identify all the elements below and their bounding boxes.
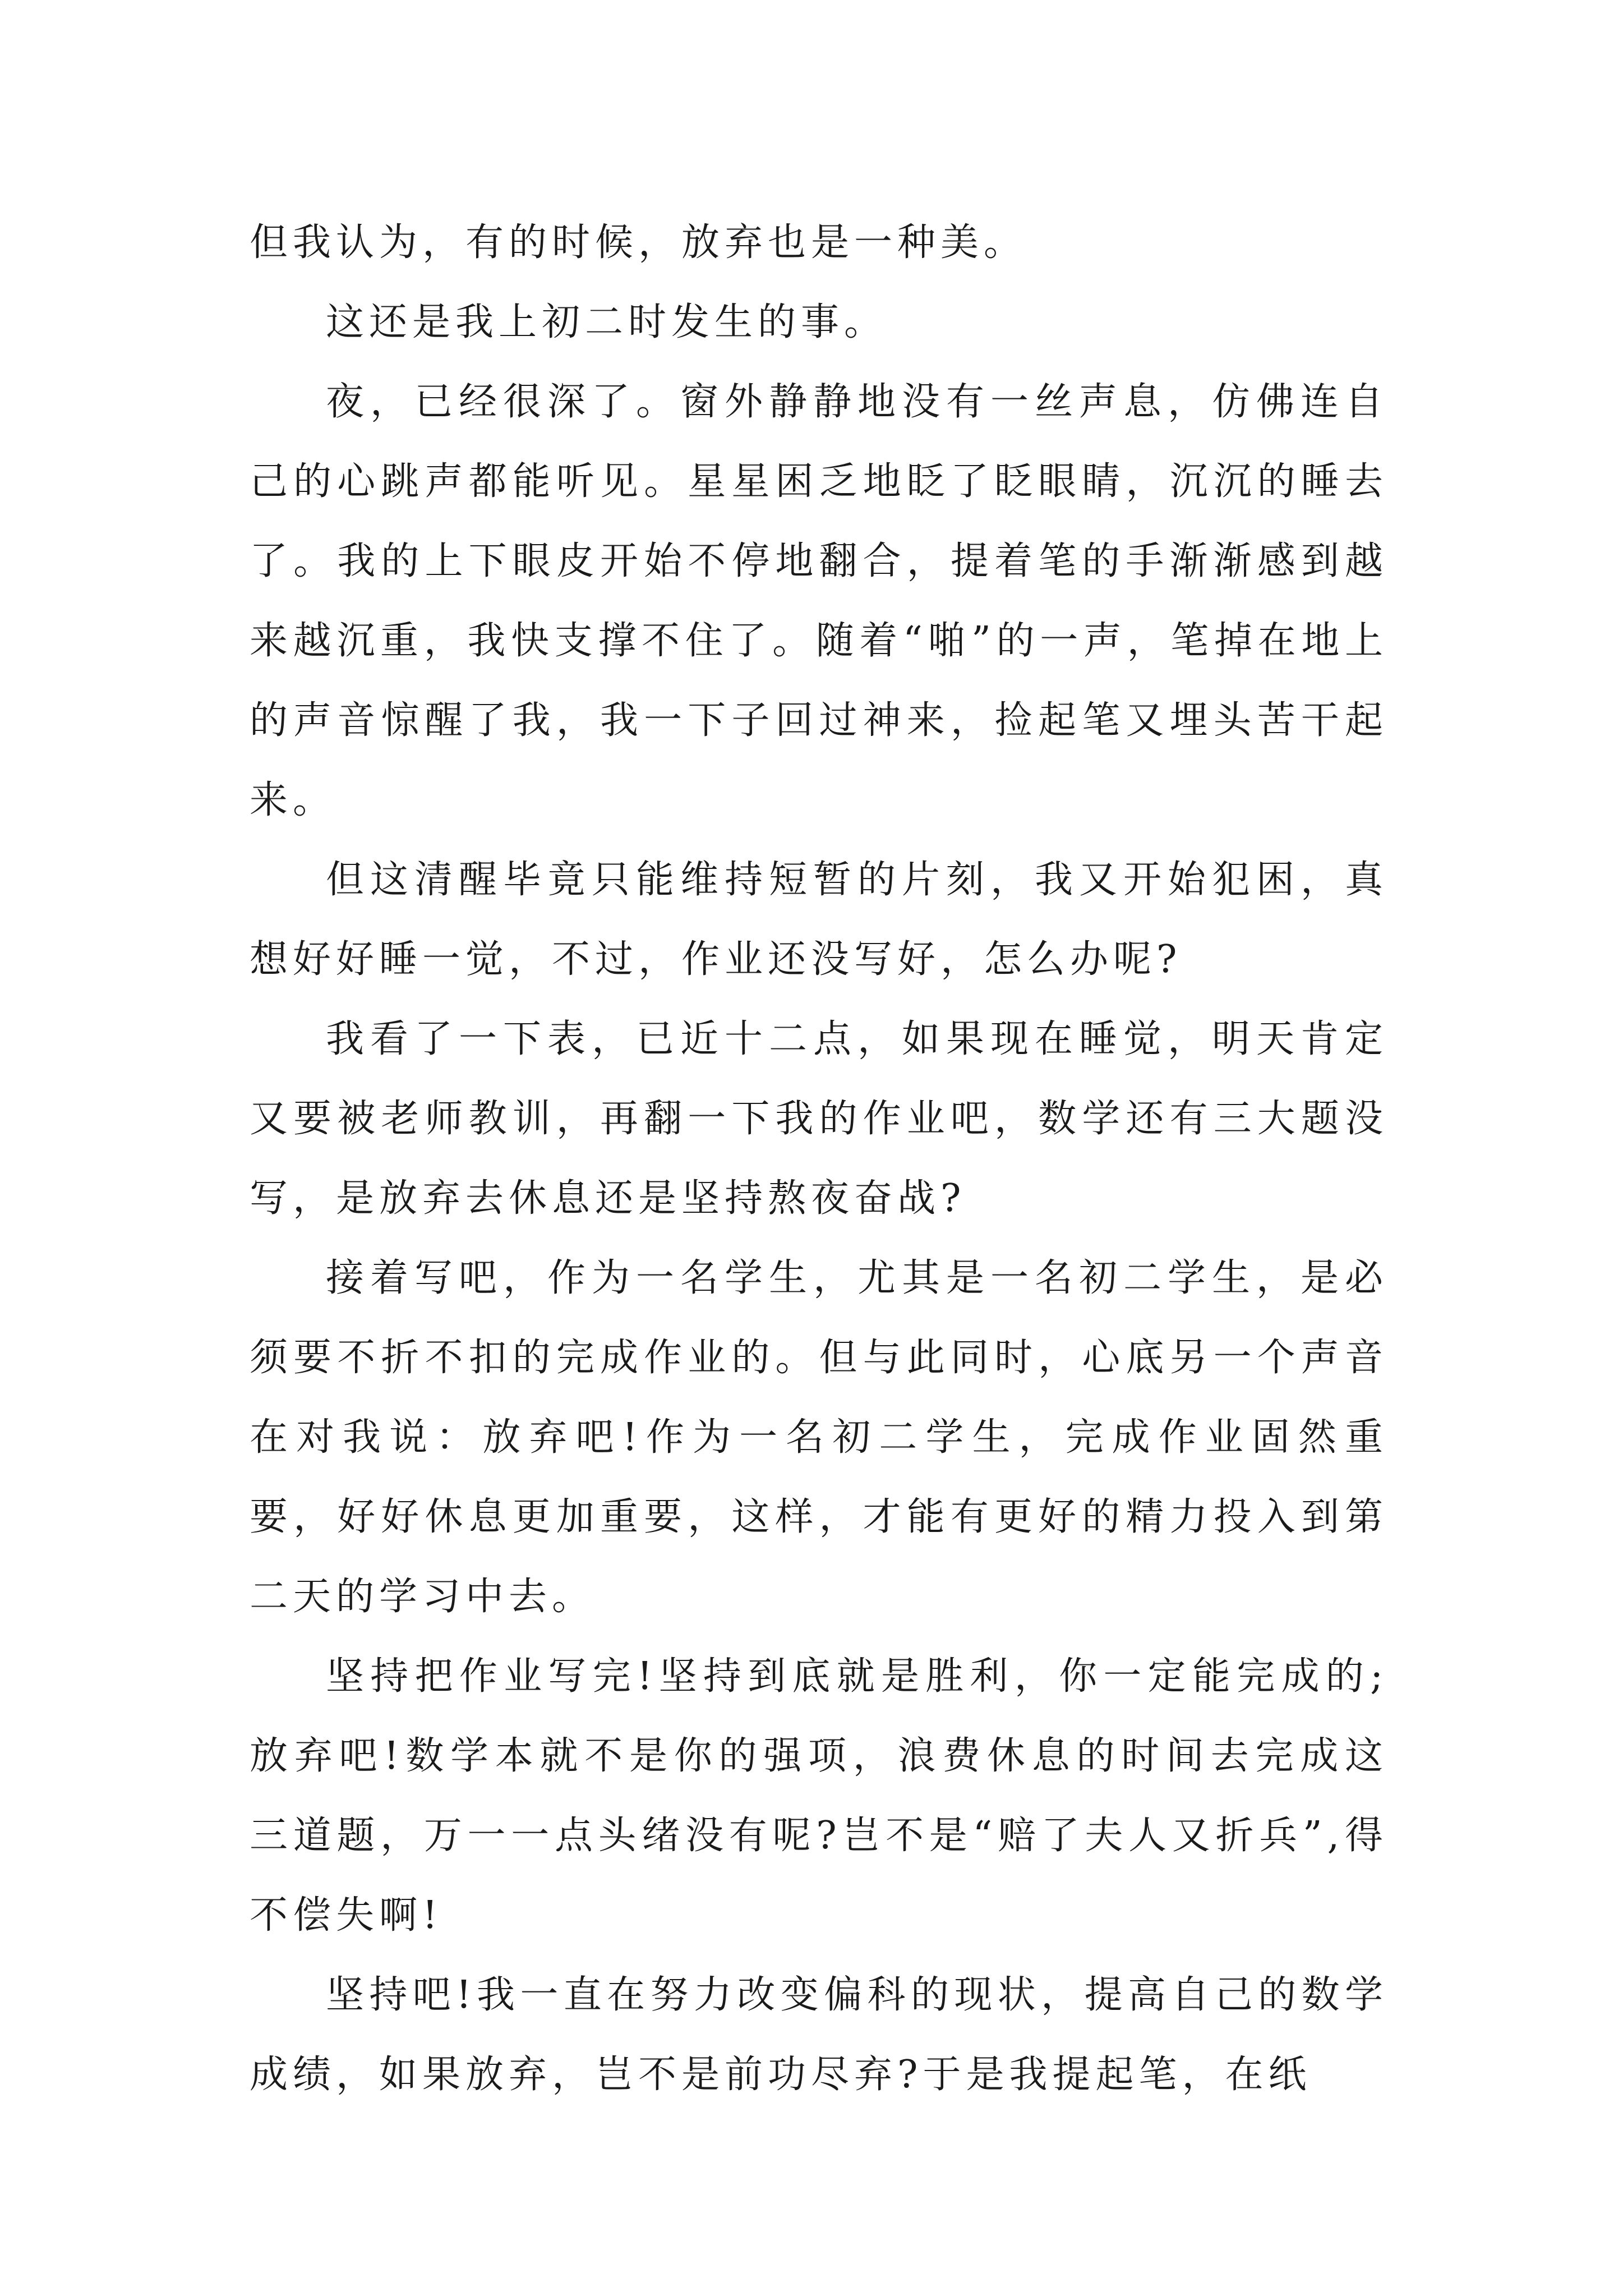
paragraph-3: 夜，已经很深了。窗外静静地没有一丝声息，仿佛连自己的心跳声都能听见。星星困乏地眨了眨眼睛，沉沉的睡去了。我的上下眼皮开始不停地翻合，提着笔的手渐渐感到越来越沉重，我快支撑不住了。随着“啪”的一声，笔掉在地上的声音惊醒了我，我一下子回过神来，捡起笔又埋头苦干起来。 (250, 380, 1388, 822)
paragraph-4: 但这清醒毕竟只能维持短暂的片刻，我又开始犯困，真想好好睡一觉，不过，作业还没写好，怎么办呢? (250, 858, 1388, 982)
paragraph-5: 我看了一下表，已近十二点，如果现在睡觉，明天肯定又要被老师教训，再翻一下我的作业吧，数学还有三大题没写，是放弃去休息还是坚持熬夜奋战? (250, 1017, 1388, 1221)
paragraph-1: 但我认为，有的时候，放弃也是一种美。 (250, 220, 1027, 265)
paragraph-8: 坚持吧!我一直在努力改变偏科的现状，提高自己的数学成绩，如果放弃，岂不是前功尽弃?于是我提起笔，在纸 (250, 1973, 1388, 2097)
paragraph-6: 接着写吧，作为一名学生，尤其是一名初二学生，是必须要不折不扣的完成作业的。但与此同时，心底另一个声音在对我说：放弃吧!作为一名初二学生，完成作业固然重要，好好休息更加重要，这样，才能有更好的精力投入到第二天的学习中去。 (250, 1256, 1388, 1619)
paragraph-2: 这还是我上初二时发生的事。 (326, 300, 888, 344)
essay-text (250, 203, 1388, 2115)
paragraph-7: 坚持把作业写完!坚持到底就是胜利，你一定能完成的;放弃吧!数学本就不是你的强项，浪费休息的时间去完成这三道题，万一一点头绪没有呢?岂不是“赔了夫人又折兵”,得不偿失啊! (250, 1654, 1388, 1938)
